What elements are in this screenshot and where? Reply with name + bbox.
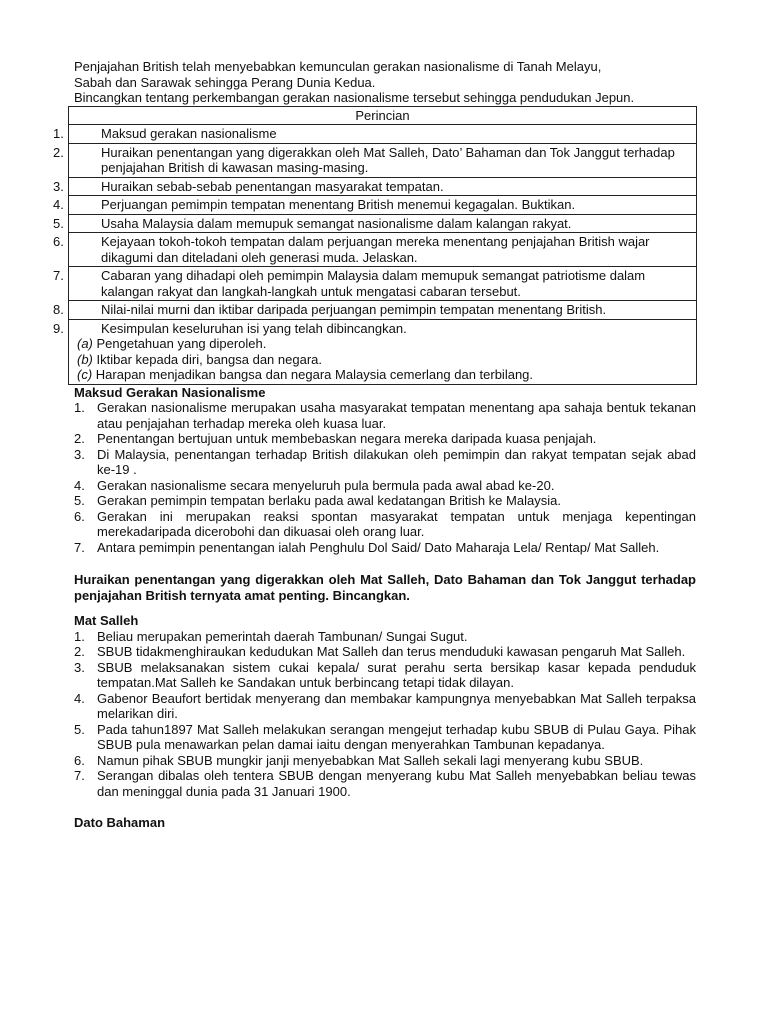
table-row: 4. Perjuangan pemimpin tempatan menentang British menemui kegagalan. Buktikan. bbox=[69, 196, 697, 215]
list-item: 2. SBUB tidakmenghiraukan kedudukan Mat Salleh dan terus menduduki kawasan pengaruh Mat Salleh. bbox=[74, 644, 686, 659]
list-item: 5. Pada tahun1897 Mat Salleh melakukan serangan mengejut terhadap kubu SBUB di Pulau Gaya. Pihak SBUB pula menawarkan pelan damai iaitu dengan menyerahkan Tambunan kepadanya. bbox=[74, 721, 696, 752]
list-item: 7. Antara pemimpin penentangan ialah Penghulu Dol Said/ Dato Maharaja Lela/ Rentap/ Mat Salleh. bbox=[74, 539, 660, 555]
table-row: 2. Huraikan penentangan yang digerakkan oleh Mat Salleh, Dato’ Bahaman dan Tok Janggut terhadap penjajahan British di kawasan masing-masing. bbox=[69, 143, 697, 177]
sub-item-a: (a) Pengetahuan yang diperoleh. bbox=[77, 336, 267, 351]
table-row: 7. Cabaran yang dihadapi oleh pemimpin Malaysia dalam memupuk semangat patriotisme dalam kalangan rakyat dan langkah-langkah untuk mengatasi cabaran tersebut. bbox=[69, 267, 697, 301]
intro-line-3: Bincangkan tentang perkembangan gerakan nasionalisme tersebut sehingga pendudukan Jepun. bbox=[74, 90, 635, 105]
list-item: 5. Gerakan pemimpin tempatan berlaku pada awal kedatangan British ke Malaysia. bbox=[74, 493, 561, 508]
table-row: 8. Nilai-nilai murni dan iktibar daripada perjuangan pemimpin tempatan menentang British. bbox=[69, 301, 697, 320]
table-row: 1. Maksud gerakan nasionalisme bbox=[69, 125, 697, 144]
sub-item-c: (c) Harapan menjadikan bangsa dan negara Malaysia cemerlang dan terbilang. bbox=[77, 367, 534, 382]
table-row: 3. Huraikan sebab-sebab penentangan masyarakat tempatan. bbox=[69, 177, 697, 196]
list-item: 3. SBUB melaksanakan sistem cukai kepala/ surat perahu serta bersikap kasar kepada penduduk tempatan.Mat Salleh ke Sandakan untuk berbincang tetapi tidak dilayan. bbox=[74, 659, 696, 690]
list-item: 6. Gerakan ini merupakan reaksi spontan masyarakat tempatan untuk menjaga kepentingan merekadaripada dicerobohi dan dikuasai oleh orang luar. bbox=[74, 508, 696, 539]
intro-paragraph bbox=[74, 59, 696, 106]
list-item: 3. Di Malaysia, penentangan terhadap British dilakukan oleh pemimpin dan rakyat tempatan sejak abad ke-19 . bbox=[74, 446, 696, 477]
list-item: 4. Gabenor Beaufort bertidak menyerang dan membakar kampungnya menyebabkan Mat Salleh terpaksa melarikan diri. bbox=[74, 690, 696, 721]
sub-item-b: (b) Iktibar kepada diri, bangsa dan negara. bbox=[77, 351, 322, 367]
table-row: 5. Usaha Malaysia dalam memupuk semangat nasionalisme dalam kalangan rakyat. bbox=[69, 214, 697, 233]
list-item: 1. Gerakan nasionalisme merupakan usaha masyarakat tempatan menentang apa sahaja bentuk tekanan atau penjajahan terhadap mereka oleh kuasa luar. bbox=[74, 400, 696, 431]
intro-line-2: Sabah dan Sarawak sehingga Perang Dunia Kedua. bbox=[74, 74, 376, 90]
maksud-list bbox=[74, 400, 696, 555]
maksud-heading: Maksud Gerakan Nasionalisme bbox=[74, 384, 266, 400]
list-item: 1. Beliau merupakan pemerintah daerah Tambunan/ Sungai Sugut. bbox=[74, 628, 468, 644]
intro-line-1: Penjajahan British telah menyebabkan kemunculan gerakan nasionalisme di Tanah Melayu, bbox=[74, 59, 602, 74]
mat-salleh-heading: Mat Salleh bbox=[74, 613, 139, 628]
list-item: 4. Gerakan nasionalisme secara menyeluruh pula bermula pada awal abad ke-20. bbox=[74, 477, 555, 493]
list-item: 2. Penentangan bertujuan untuk membebaskan negara mereka daripada kuasa penjajah. bbox=[74, 431, 597, 446]
table-header: Perincian bbox=[69, 106, 697, 125]
table-row: 9. Kesimpulan keseluruhan isi yang telah dibincangkan. (a) Pengetahuan yang diperoleh. (b) Iktibar kepada diri, bangsa dan negara. (c) Harapan menjadikan bangsa dan negara Malaysia cemerlang dan terbilang. bbox=[69, 319, 697, 384]
essay-question: Huraikan penentangan yang digerakkan oleh Mat Salleh, Dato Bahaman dan Tok Janggut terhadap penjajahan British ternyata amat penting. Bincangkan. bbox=[74, 572, 696, 603]
perincian-table bbox=[53, 106, 697, 385]
list-item: 6. Namun pihak SBUB mungkir janji menyebabkan Mat Salleh sekali lagi menyerang kubu SBUB. bbox=[74, 752, 644, 768]
mat-salleh-list bbox=[74, 629, 696, 800]
dato-bahaman-heading: Dato Bahaman bbox=[74, 815, 166, 830]
table-row: 6. Kejayaan tokoh-tokoh tempatan dalam perjuangan mereka menentang penjajahan British wajar dikagumi dan diteladani oleh generasi muda. Jelaskan. bbox=[69, 233, 697, 267]
list-item: 7. Serangan dibalas oleh tentera SBUB dengan menyerang kubu Mat Salleh menyebabkan beliau tewas dan meninggal dunia pada 31 Januari 1900. bbox=[74, 768, 696, 799]
